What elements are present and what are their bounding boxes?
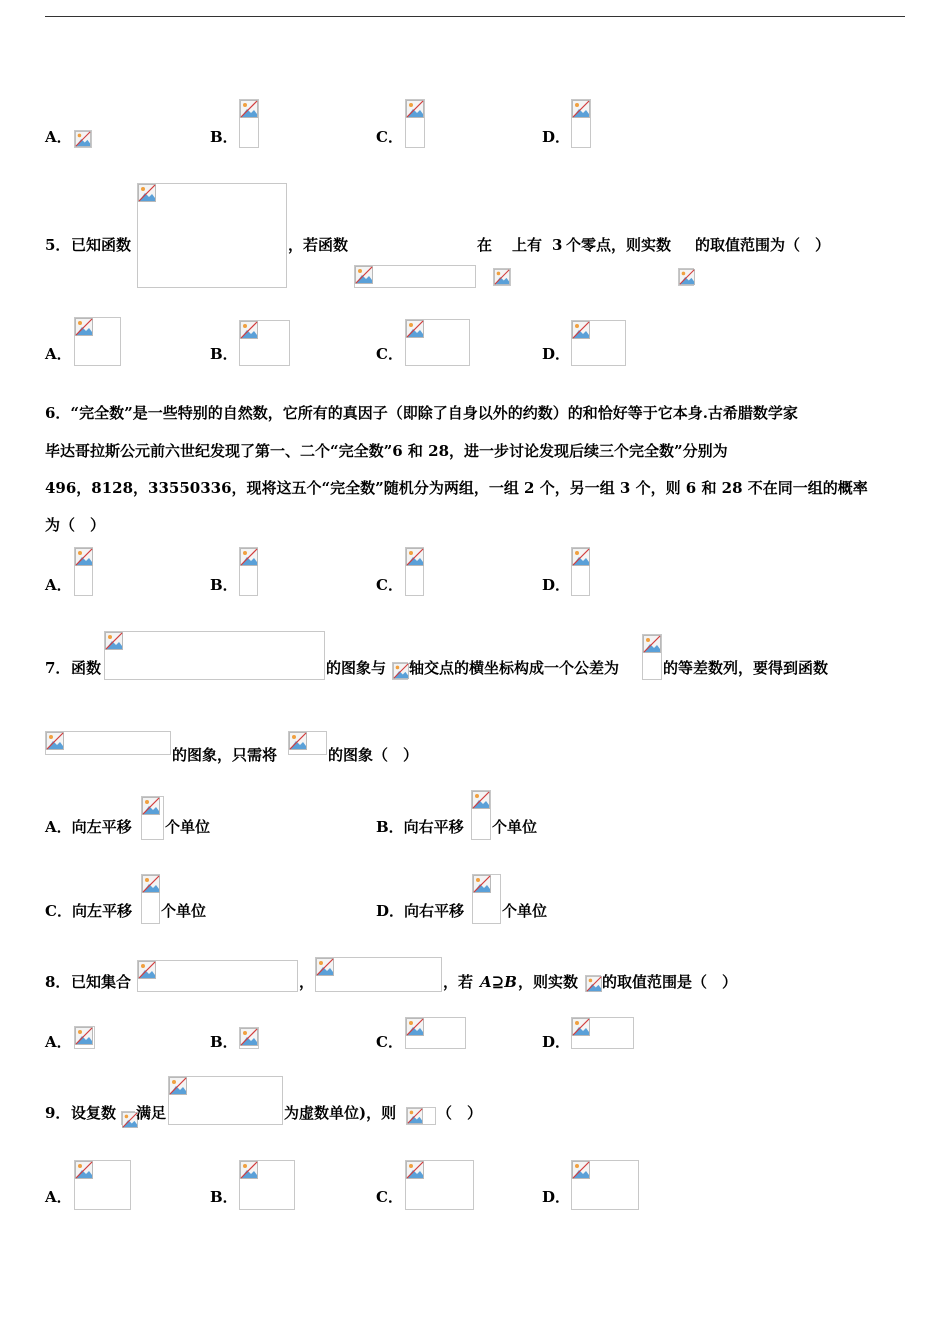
broken-image-icon xyxy=(679,269,695,285)
broken-image-icon xyxy=(586,976,602,992)
q6-option-c-label: C． xyxy=(376,576,403,594)
broken-image-icon xyxy=(240,1028,258,1046)
q8-relation: A⊇B xyxy=(480,973,517,991)
q8-option-b-image xyxy=(239,1027,259,1049)
broken-image-icon xyxy=(138,961,156,979)
q7-option-c-label: C．向左平移 xyxy=(45,902,132,920)
q6-option-b-label: B． xyxy=(210,576,238,594)
q5-text-6: 个零点，则实数 xyxy=(566,236,672,254)
q6-option-b-image xyxy=(239,547,258,596)
q8-option-d-label: D． xyxy=(542,1033,571,1051)
broken-image-icon xyxy=(316,958,334,976)
q8-option-b-label: B． xyxy=(210,1033,238,1051)
broken-image-icon xyxy=(105,632,123,650)
q7-text-4: 的等差数列，要得到函数 xyxy=(663,659,829,677)
q6-line-2: 毕达哥拉斯公元前六世纪发现了第一、二个“完全数”6 和 28，进一步讨论发现后续三个完全数”分别为 xyxy=(45,442,728,460)
q4-option-a-image xyxy=(74,130,92,148)
q7-number: 7． xyxy=(45,659,71,677)
q8-option-a-image xyxy=(74,1026,95,1049)
q7-option-b-image xyxy=(471,790,491,840)
q4-option-c-label: C． xyxy=(376,128,403,146)
q8-text-2: ， xyxy=(299,973,315,991)
q9-expression-image xyxy=(406,1107,436,1125)
q7-text-5: 的图象，只需将 xyxy=(172,746,278,764)
broken-image-icon xyxy=(406,1161,424,1179)
q5-option-b-image xyxy=(239,320,290,366)
broken-image-icon xyxy=(572,1018,590,1036)
q5-text-2: ，若函数 xyxy=(288,236,349,254)
q8-option-c-image xyxy=(405,1017,466,1049)
broken-image-icon xyxy=(406,320,424,338)
q5-text-5: 3 xyxy=(552,236,563,254)
q5-text-1: 已知函数 xyxy=(71,236,132,254)
broken-image-icon xyxy=(572,548,590,566)
q7-text-1: 函数 xyxy=(71,659,102,677)
broken-image-icon xyxy=(406,548,424,566)
q7-text-3: 轴交点的横坐标构成一个公差为 xyxy=(409,659,620,677)
q9-condition-image xyxy=(168,1076,283,1125)
q7-axis-image xyxy=(392,662,408,680)
broken-image-icon xyxy=(142,797,160,815)
broken-image-icon xyxy=(138,184,156,202)
q6-option-a-image xyxy=(74,547,93,596)
broken-image-icon xyxy=(572,1161,590,1179)
q5-text-4: 上有 xyxy=(512,236,543,254)
q9-variable-image xyxy=(121,1111,135,1125)
q5-variable-image xyxy=(678,268,694,286)
broken-image-icon xyxy=(240,100,258,118)
broken-image-icon xyxy=(289,732,307,750)
q8-variable-image xyxy=(585,975,601,992)
q7-option-b-label: B．向右平移 xyxy=(376,818,464,836)
broken-image-icon xyxy=(75,548,93,566)
q7-option-d-image xyxy=(472,874,501,924)
q7-difference-image xyxy=(642,634,662,680)
broken-image-icon xyxy=(473,875,491,893)
broken-image-icon xyxy=(46,732,64,750)
q8-option-d-image xyxy=(571,1017,634,1049)
q9-option-c-label: C． xyxy=(376,1188,403,1206)
q5-option-a-label: A． xyxy=(45,345,72,363)
q7-option-c-unit: 个单位 xyxy=(161,902,207,920)
q9-option-a-image xyxy=(74,1160,131,1210)
q6-option-d-image xyxy=(571,547,590,596)
q4-option-b-image xyxy=(239,99,259,148)
broken-image-icon xyxy=(572,321,590,339)
q9-option-b-image xyxy=(239,1160,295,1210)
q5-text-7: 的取值范围为（ ） xyxy=(695,236,831,254)
broken-image-icon xyxy=(407,1108,423,1124)
q4-option-d-image xyxy=(571,99,591,148)
q6-line-4: 为（ ） xyxy=(45,516,106,534)
broken-image-icon xyxy=(643,635,661,653)
q7-text-6: 的图象（ ） xyxy=(328,746,419,764)
q6-line-3: 496，8128，33550336，现将这五个“完全数”随机分为两组，一组 2 个，另一组 3 个，则 6 和 28 不在同一组的概率 xyxy=(45,479,868,497)
broken-image-icon xyxy=(494,269,510,285)
broken-image-icon xyxy=(406,1018,424,1036)
broken-image-icon xyxy=(75,1161,93,1179)
q5-interval-image xyxy=(493,268,511,286)
q7-option-d-label: D．向右平移 xyxy=(376,902,465,920)
q6-option-c-image xyxy=(405,547,424,596)
q7-option-b-unit: 个单位 xyxy=(492,818,538,836)
q4-option-b-label: B． xyxy=(210,128,238,146)
q7-option-a-label: A．向左平移 xyxy=(45,818,132,836)
broken-image-icon xyxy=(406,100,424,118)
q6-option-d-label: D． xyxy=(542,576,571,594)
q5-option-c-label: C． xyxy=(376,345,403,363)
q7-option-d-unit: 个单位 xyxy=(502,902,548,920)
header-rule xyxy=(45,16,905,17)
q8-option-c-label: C． xyxy=(376,1033,403,1051)
q7-text-2: 的图象与 xyxy=(326,659,387,677)
q8-set-b-image xyxy=(315,957,442,992)
q8-set-a-image xyxy=(137,960,298,992)
q9-option-d-image xyxy=(571,1160,639,1210)
broken-image-icon xyxy=(240,548,258,566)
q8-text-3: ，若 xyxy=(443,973,474,991)
q9-text-4: （ ） xyxy=(437,1104,483,1122)
q8-text-5: ，则实数 xyxy=(518,973,579,991)
q5-option-a-image xyxy=(74,317,121,366)
q7-target-function-image xyxy=(45,731,171,755)
q5-option-c-image xyxy=(405,319,470,366)
q7-option-a-image xyxy=(141,796,164,840)
q9-option-a-label: A． xyxy=(45,1188,72,1206)
q5-number: 5． xyxy=(45,236,71,254)
q8-number: 8． xyxy=(45,973,71,991)
q4-option-d-label: D． xyxy=(542,128,571,146)
q5-function-image xyxy=(137,183,287,288)
q7-function-image xyxy=(104,631,325,680)
q5-option-b-label: B． xyxy=(210,345,238,363)
q4-option-c-image xyxy=(405,99,425,148)
q7-option-c-image xyxy=(141,874,160,924)
q4-option-a-label: A． xyxy=(45,128,72,146)
q9-text-2: 满足 xyxy=(136,1104,167,1122)
q5-function-g-image xyxy=(354,265,476,288)
q5-option-d-label: D． xyxy=(542,345,571,363)
broken-image-icon xyxy=(142,875,160,893)
q8-text-6: 的取值范围是（ ） xyxy=(602,973,738,991)
q5-option-d-image xyxy=(571,320,626,366)
q9-option-c-image xyxy=(405,1160,474,1210)
q9-text-1: 设复数 xyxy=(71,1104,117,1122)
q7-source-function-image xyxy=(288,731,327,755)
broken-image-icon xyxy=(75,1027,93,1045)
q5-text-3: 在 xyxy=(477,236,493,254)
broken-image-icon xyxy=(240,1161,258,1179)
broken-image-icon xyxy=(472,791,490,809)
q9-option-d-label: D． xyxy=(542,1188,571,1206)
broken-image-icon xyxy=(75,131,91,147)
broken-image-icon xyxy=(572,100,590,118)
q9-number: 9． xyxy=(45,1104,71,1122)
broken-image-icon xyxy=(75,318,93,336)
broken-image-icon xyxy=(240,321,258,339)
q6-line-1: 6．“完全数”是一些特别的自然数，它所有的真因子（即除了自身以外的约数）的和恰好等于它本身.古希腊数学家 xyxy=(45,404,798,422)
broken-image-icon xyxy=(355,266,373,284)
q9-option-b-label: B． xyxy=(210,1188,238,1206)
q8-option-a-label: A． xyxy=(45,1033,72,1051)
broken-image-icon xyxy=(169,1077,187,1095)
q8-text-1: 已知集合 xyxy=(71,973,132,991)
q7-option-a-unit: 个单位 xyxy=(165,818,211,836)
q6-option-a-label: A． xyxy=(45,576,72,594)
q9-text-3: 为虚数单位)，则 xyxy=(284,1104,397,1122)
broken-image-icon xyxy=(393,663,409,679)
